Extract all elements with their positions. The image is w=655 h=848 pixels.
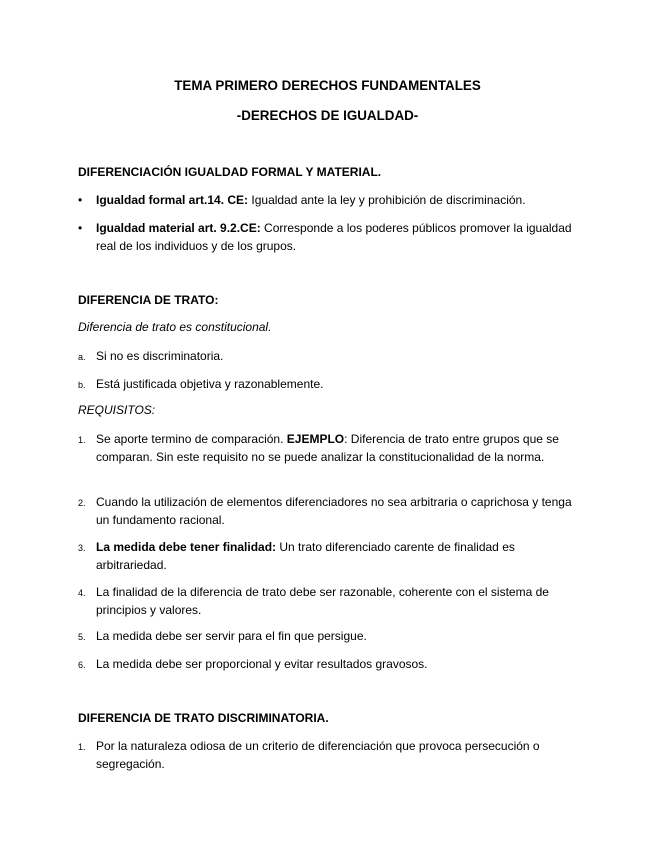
list-marker: 6. xyxy=(78,660,86,670)
list-marker: a. xyxy=(78,352,86,362)
list-text xyxy=(96,494,588,529)
list-marker: 3. xyxy=(78,543,86,553)
list-text: Por la naturaleza odiosa de un criterio de diferenciación que provoca persecución o segregación. xyxy=(96,739,540,771)
text-run: : Diferencia de trato entre grupos que se comparan. Sin este requisito no se puede analizar la constitucionalidad de la norma. xyxy=(96,432,559,464)
list-text xyxy=(96,539,588,574)
list-text xyxy=(96,584,588,619)
list-text: Si no es discriminatoria. xyxy=(96,349,224,363)
list-marker: 4. xyxy=(78,588,86,598)
list-marker: b. xyxy=(78,380,86,390)
list-marker: 1. xyxy=(78,435,86,445)
list-text xyxy=(96,656,588,674)
text-run: La finalidad de la diferencia de trato debe ser razonable, coherente con el sistema de principios y valores. xyxy=(96,585,549,617)
text-run: Cuando la utilización de elementos diferenciadores no sea arbitraria o caprichosa y tenga un fundamento racional. xyxy=(96,495,572,527)
section-heading-igualdad: DIFERENCIACIÓN IGUALDAD FORMAL Y MATERIAL. xyxy=(78,165,382,179)
section-heading-discriminatoria: DIFERENCIA DE TRATO DISCRIMINATORIA. xyxy=(78,711,329,725)
bullet-text xyxy=(96,220,588,255)
document-title: TEMA PRIMERO DERECHOS FUNDAMENTALES xyxy=(174,78,481,93)
list-text: Está justificada objetiva y razonablemente. xyxy=(96,377,324,391)
bullet-marker: • xyxy=(78,193,83,207)
bullet-label: Igualdad formal art.14. CE: xyxy=(96,193,249,207)
bullet-body: Igualdad ante la ley y prohibición de discriminación. xyxy=(248,193,526,207)
text-run: Se aporte termino de comparación. xyxy=(96,432,287,446)
bullet-body: Corresponde a los poderes públicos promover la igualdad real de los individuos y de los grupos. xyxy=(96,221,572,253)
bullet-marker: • xyxy=(78,221,83,235)
text-run: La medida debe ser servir para el fin que persigue. xyxy=(96,629,367,643)
bullet-text xyxy=(96,192,588,210)
document-subtitle: -DERECHOS DE IGUALDAD- xyxy=(236,108,419,123)
section-heading-diferencia: DIFERENCIA DE TRATO: xyxy=(78,293,219,307)
list-text xyxy=(96,431,588,466)
text-run: La medida debe ser proporcional y evitar resultados gravosos. xyxy=(96,657,428,671)
list-text xyxy=(96,628,588,646)
section-intro: Diferencia de trato es constitucional. xyxy=(78,320,272,334)
list-marker: 2. xyxy=(78,498,86,508)
text-run-bold: La medida debe tener finalidad: xyxy=(96,540,277,554)
bullet-label: Igualdad material art. 9.2.CE: xyxy=(96,221,261,235)
list-marker: 5. xyxy=(78,632,86,642)
list-marker: 1. xyxy=(78,742,86,752)
text-run-bold: EJEMPLO xyxy=(286,432,345,446)
text-run: Un trato diferenciado carente de finalidad es arbitrariedad. xyxy=(96,540,515,572)
requisitos-label: REQUISITOS: xyxy=(78,403,156,417)
